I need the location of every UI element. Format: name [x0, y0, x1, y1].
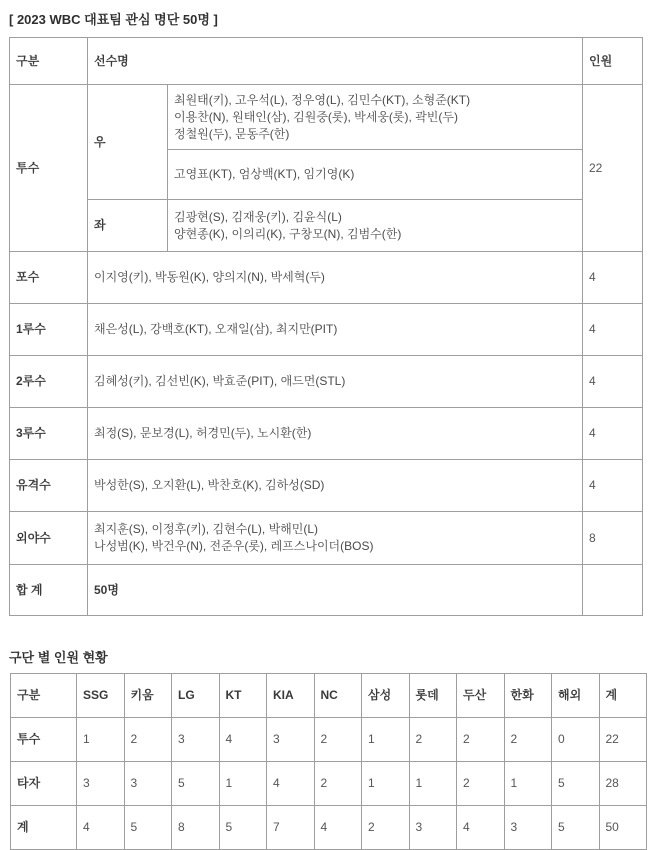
club-row-label: 타자 — [11, 762, 77, 806]
club-row-total — [11, 806, 647, 850]
row-label: 포수 — [10, 252, 88, 304]
club-value: 28 — [599, 762, 647, 806]
roster-row-catcher — [10, 252, 643, 304]
player-line: 최원태(키), 고우석(L), 정우영(L), 김민수(KT), 소형준(KT) — [174, 92, 471, 107]
club-row-label: 투수 — [11, 718, 77, 762]
player-names: 이지영(키), 박동원(K), 양의지(N), 박세혁(두) — [88, 252, 583, 304]
row-label-pitchers: 투수 — [10, 85, 88, 252]
club-value: 2 — [457, 718, 505, 762]
club-value: 5 — [552, 806, 600, 850]
hand-label-right: 우 — [88, 85, 168, 200]
club-header: LG — [172, 674, 220, 718]
header-count: 인원 — [583, 38, 643, 85]
club-value: 4 — [457, 806, 505, 850]
player-line: 양현종(K), 이의리(K), 구창모(N), 김범수(한) — [174, 226, 402, 241]
player-names: 박성한(S), 오지환(L), 박찬호(K), 김하성(SD) — [88, 460, 583, 512]
club-value: 1 — [362, 762, 410, 806]
roster-row-second-base — [10, 356, 643, 408]
club-header: KIA — [267, 674, 315, 718]
club-value: 3 — [267, 718, 315, 762]
club-value: 5 — [124, 806, 172, 850]
count-cell: 4 — [583, 252, 643, 304]
club-value: 3 — [172, 718, 220, 762]
total-label: 합 계 — [10, 565, 88, 616]
club-header: 한화 — [504, 674, 552, 718]
club-row-batters — [11, 762, 647, 806]
player-names-right-1 — [168, 85, 583, 150]
roster-row-outfield — [10, 512, 643, 565]
hand-label-left: 좌 — [88, 200, 168, 252]
club-value: 0 — [552, 718, 600, 762]
total-count-empty — [583, 565, 643, 616]
player-names-left — [168, 200, 583, 252]
player-names: 채은성(L), 강백호(KT), 오재일(삼), 최지만(PIT) — [88, 304, 583, 356]
count-cell: 8 — [583, 512, 643, 565]
club-table-title: 구단 별 인원 현황 — [9, 650, 108, 665]
count-cell: 4 — [583, 460, 643, 512]
club-value: 50 — [599, 806, 647, 850]
club-header: SSG — [77, 674, 125, 718]
club-value: 2 — [457, 762, 505, 806]
club-header: KT — [219, 674, 267, 718]
pitcher-row-left — [10, 200, 643, 252]
club-value: 8 — [172, 806, 220, 850]
club-row-label: 계 — [11, 806, 77, 850]
roster-row-total — [10, 565, 643, 616]
club-header: 삼성 — [362, 674, 410, 718]
club-value: 4 — [219, 718, 267, 762]
club-value: 5 — [219, 806, 267, 850]
club-table — [10, 673, 647, 850]
roster-header-row — [10, 38, 643, 85]
count-cell: 4 — [583, 408, 643, 460]
header-category: 구분 — [10, 38, 88, 85]
club-value: 4 — [314, 806, 362, 850]
roster-row-first-base — [10, 304, 643, 356]
count-cell: 4 — [583, 304, 643, 356]
club-header: 두산 — [457, 674, 505, 718]
club-header: 계 — [599, 674, 647, 718]
roster-row-shortstop — [10, 460, 643, 512]
player-names — [88, 512, 583, 565]
club-value: 7 — [267, 806, 315, 850]
club-header-row — [11, 674, 647, 718]
row-label: 3루수 — [10, 408, 88, 460]
club-value: 1 — [362, 718, 410, 762]
player-line: 김광현(S), 김재웅(키), 김윤식(L) — [174, 209, 342, 224]
total-value: 50명 — [88, 565, 583, 616]
page-title: [ 2023 WBC 대표팀 관심 명단 50명 ] — [9, 12, 218, 27]
row-label: 2루수 — [10, 356, 88, 408]
pitcher-row-right-1 — [10, 85, 643, 150]
club-header: 해외 — [552, 674, 600, 718]
player-line: 나성범(K), 박건우(N), 전준우(롯), 레프스나이더(BOS) — [94, 539, 374, 553]
club-value: 5 — [172, 762, 220, 806]
club-value: 2 — [362, 806, 410, 850]
club-value: 4 — [267, 762, 315, 806]
club-value: 3 — [409, 806, 457, 850]
club-value: 3 — [124, 762, 172, 806]
club-value: 1 — [219, 762, 267, 806]
club-value: 2 — [314, 762, 362, 806]
player-line: 정철원(두), 문동주(한) — [174, 126, 290, 141]
club-value: 1 — [504, 762, 552, 806]
club-value: 2 — [409, 718, 457, 762]
player-line: 이용찬(N), 원태인(삼), 김원중(롯), 박세웅(롯), 곽빈(두) — [174, 109, 458, 124]
player-line: 최지훈(S), 이정후(키), 김현수(L), 박해민(L) — [94, 522, 319, 536]
row-label: 외야수 — [10, 512, 88, 565]
club-value: 22 — [599, 718, 647, 762]
club-row-pitchers — [11, 718, 647, 762]
club-header: 롯데 — [409, 674, 457, 718]
club-value: 4 — [77, 806, 125, 850]
player-names: 김혜성(키), 김선빈(K), 박효준(PIT), 애드먼(STL) — [88, 356, 583, 408]
player-names: 최정(S), 문보경(L), 허경민(두), 노시환(한) — [88, 408, 583, 460]
club-value: 3 — [77, 762, 125, 806]
club-header: 구분 — [11, 674, 77, 718]
roster-row-third-base — [10, 408, 643, 460]
club-header: NC — [314, 674, 362, 718]
row-label: 유격수 — [10, 460, 88, 512]
club-value: 2 — [124, 718, 172, 762]
club-header: 키움 — [124, 674, 172, 718]
club-value: 2 — [314, 718, 362, 762]
club-value: 1 — [77, 718, 125, 762]
player-names-right-2: 고영표(KT), 엄상백(KT), 임기영(K) — [168, 150, 583, 200]
count-cell: 4 — [583, 356, 643, 408]
club-value: 1 — [409, 762, 457, 806]
club-value: 5 — [552, 762, 600, 806]
count-pitchers: 22 — [583, 85, 643, 252]
club-value: 3 — [504, 806, 552, 850]
header-players: 선수명 — [88, 38, 583, 85]
row-label: 1루수 — [10, 304, 88, 356]
club-value: 2 — [504, 718, 552, 762]
roster-table — [9, 37, 643, 616]
